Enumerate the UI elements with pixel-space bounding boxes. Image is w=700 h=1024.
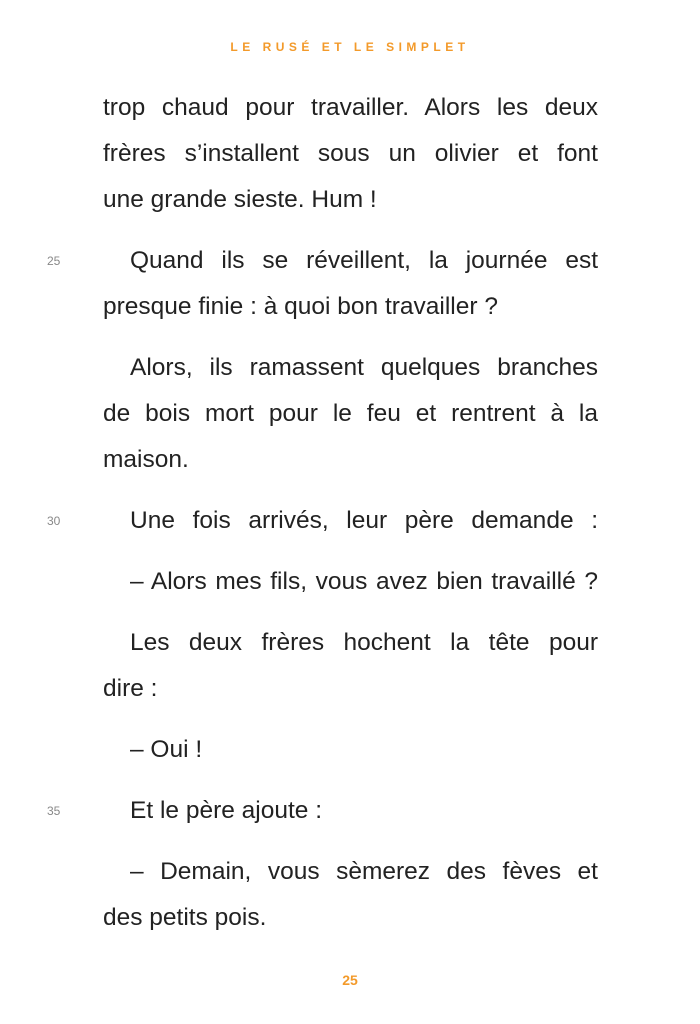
paragraph (103, 849, 598, 941)
paragraph (47, 238, 598, 330)
text-line: Alors, ils ramassent quelques branches (130, 354, 598, 381)
text-line: presque finie : à quoi bon travailler ? (103, 293, 498, 320)
line-number: 35 (47, 804, 61, 818)
paragraph (103, 559, 598, 605)
text-line: Une fois arrivés, leur père demande : (130, 507, 598, 534)
text-line: des petits pois. (103, 904, 267, 931)
text-line: trop chaud pour travailler. Alors les deux (103, 94, 598, 121)
text-line: Et le père ajoute : (130, 797, 323, 824)
text-line: de bois mort pour le feu et rentrent à la (103, 400, 598, 427)
text-line: – Oui ! (130, 736, 203, 763)
line-number: 25 (47, 254, 61, 268)
text-line: – Demain, vous sèmerez des fèves et (130, 858, 598, 885)
page-number: 25 (342, 972, 358, 988)
text-line: Les deux frères hochent la tête pour (130, 629, 598, 656)
paragraph (103, 727, 598, 773)
text-line: dire : (103, 675, 158, 702)
paragraph (103, 620, 598, 712)
text-line: – Alors mes fils, vous avez bien travaillé ? (130, 568, 598, 595)
text-line: frères s’installent sous un olivier et font (103, 140, 598, 167)
paragraph (47, 498, 598, 544)
paragraph (103, 345, 598, 483)
running-header: LE RUSÉ ET LE SIMPLET (230, 40, 470, 54)
text-line: maison. (103, 446, 189, 473)
paragraph (47, 788, 598, 834)
page-body (47, 85, 598, 941)
text-line: une grande sieste. Hum ! (103, 186, 377, 213)
line-number: 30 (47, 514, 61, 528)
paragraph (103, 85, 598, 223)
text-line: Quand ils se réveillent, la journée est (130, 247, 598, 274)
